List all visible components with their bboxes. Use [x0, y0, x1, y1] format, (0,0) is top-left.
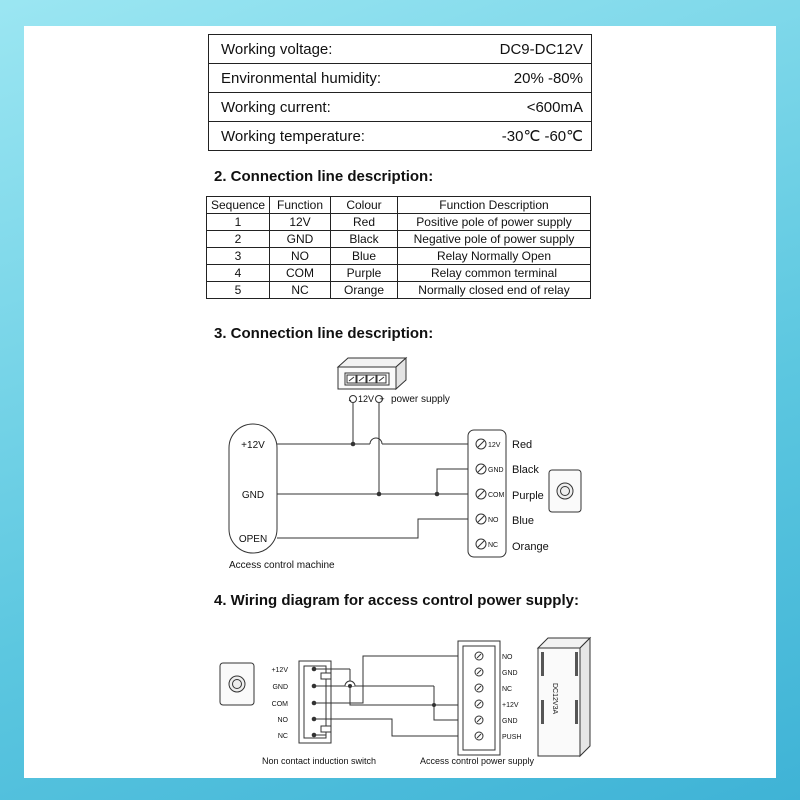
spec-label: Working temperature: [221, 127, 365, 145]
psu-terminal-label: NO [502, 654, 513, 661]
junction-dot [377, 492, 382, 497]
cell: 5 [207, 282, 270, 299]
cell: 12V [270, 214, 331, 231]
power-supply-unit [338, 358, 406, 389]
switch-terminal-label: GND [272, 684, 288, 691]
spec-value: DC9-DC12V [452, 35, 592, 64]
switch-button-icon [220, 663, 254, 705]
section4-title: 4. Wiring diagram for access control power supply: [214, 592, 579, 609]
spec-value: 20% -80% [452, 64, 592, 93]
cell: NC [270, 282, 331, 299]
switch-terminal-label: COM [271, 701, 288, 708]
psu-terminal-block [458, 641, 500, 755]
machine-label: Access control machine [229, 560, 335, 571]
wire-color-label: Orange [512, 541, 549, 553]
cell: 4 [207, 265, 270, 282]
wire-color-label: Red [512, 439, 533, 451]
psu-label: Access control power supply [420, 756, 535, 766]
switch-label: Non contact induction switch [262, 756, 377, 766]
spec-value: -30℃ -60℃ [501, 128, 583, 145]
wire-color-label: Purple [512, 490, 544, 502]
connector-latch [321, 726, 331, 732]
switch-terminal-label: NO [277, 717, 288, 724]
psu-terminal-label: PUSH [502, 734, 522, 741]
psu-terminal-label: NC [502, 686, 513, 693]
ps-voltage-label: 12V [357, 394, 375, 404]
machine-terminal-label: GND [241, 490, 265, 501]
device-terminal-label: GND [488, 467, 504, 474]
junction-dot [435, 492, 440, 497]
device-terminal-label: 12V [488, 442, 501, 449]
psu-terminal-label: GND [502, 718, 518, 725]
psu-terminal-inner [463, 646, 495, 750]
switch-terminal-label: NC [277, 733, 288, 740]
junction-dot [351, 442, 356, 447]
cell: Black [331, 231, 398, 248]
cell: NO [270, 248, 331, 265]
section3-wires [277, 403, 468, 538]
cell: Normally closed end of relay [398, 282, 591, 299]
device-terminal-label: COM [488, 492, 505, 499]
cell: Relay Normally Open [398, 248, 591, 265]
machine-terminal-label: OPEN [238, 534, 268, 545]
wire-color-label: Blue [512, 515, 535, 527]
cell: Positive pole of power supply [398, 214, 591, 231]
terminal-icon [475, 652, 483, 740]
spec-label: Environmental humidity: [209, 64, 452, 93]
col-header: Colour [331, 197, 398, 214]
cell: Purple [331, 265, 398, 282]
power-supply-label: power supply [391, 394, 450, 405]
ps-plus-label: + [379, 394, 385, 404]
psu-terminal-label: +12V [502, 702, 519, 709]
exit-button-icon [549, 470, 581, 512]
cell: 2 [207, 231, 270, 248]
cell: 3 [207, 248, 270, 265]
col-header: Function [270, 197, 331, 214]
section2-title: 2. Connection line description: [214, 168, 434, 185]
psu-box-text: DC12V3A [551, 683, 558, 715]
cell: 1 [207, 214, 270, 231]
cell: Orange [331, 282, 398, 299]
psu-box [538, 638, 590, 756]
terminal-icon [476, 439, 486, 549]
switch-terminal-label: +12V [271, 667, 288, 674]
ps-minus-label: - [348, 395, 352, 405]
cell: Negative pole of power supply [398, 231, 591, 248]
spec-value: <600mA [452, 93, 592, 122]
device-terminal-label: NC [488, 542, 499, 549]
spec-label: Working current: [209, 93, 452, 122]
spec-label: Working voltage: [209, 35, 452, 64]
col-header: Function Description [398, 197, 591, 214]
section4-wires [314, 656, 458, 736]
cell: COM [270, 265, 331, 282]
section3-title: 3. Connection line description: [214, 325, 434, 342]
machine-terminal-label: +12V [241, 440, 265, 451]
psu-terminal-label: GND [502, 670, 518, 677]
connector-latch [321, 673, 331, 679]
cell: Red [331, 214, 398, 231]
wire-color-label: Black [512, 464, 539, 476]
device-terminal-label: NO [488, 517, 499, 524]
cell: GND [270, 231, 331, 248]
cell: Blue [331, 248, 398, 265]
col-header: Sequence [207, 197, 270, 214]
cell: Relay common terminal [398, 265, 591, 282]
